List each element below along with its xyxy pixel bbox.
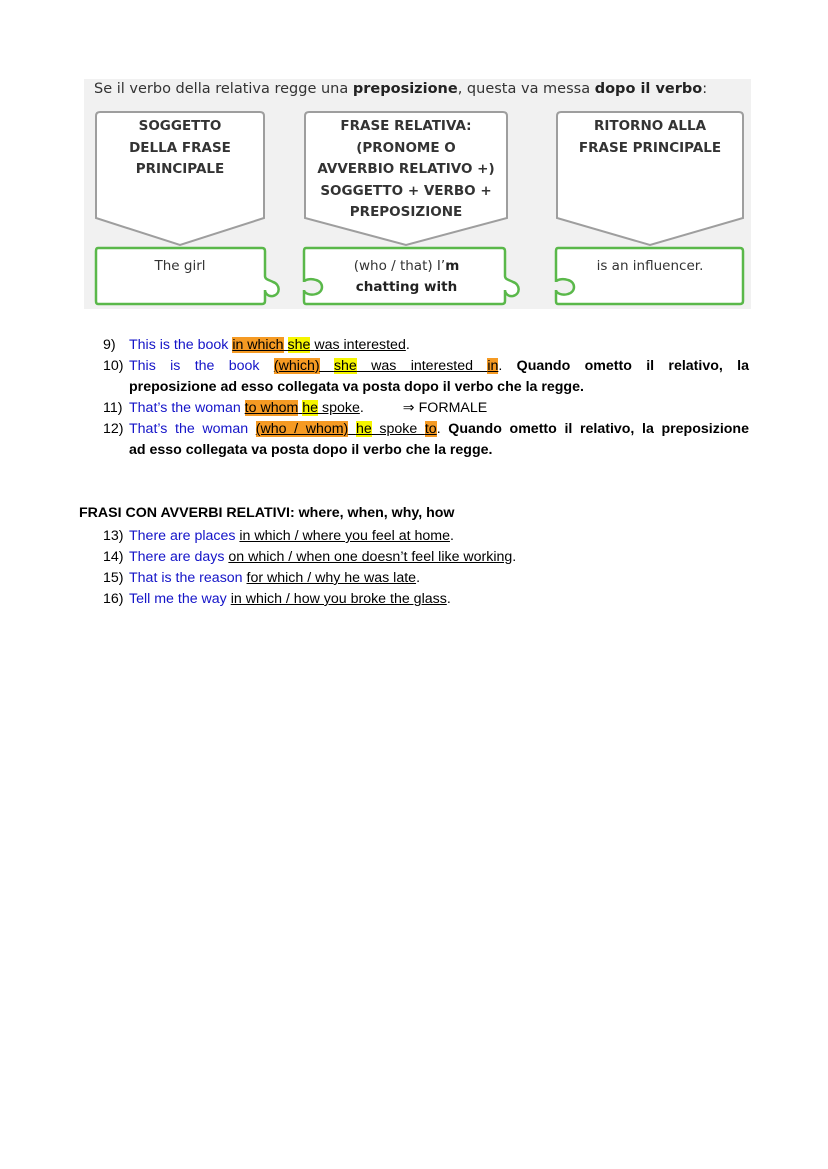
highlight-subject: he bbox=[355, 421, 372, 437]
space bbox=[320, 358, 334, 374]
piece-text-influencer: is an influencer. bbox=[596, 258, 704, 274]
highlight-subject: he bbox=[302, 400, 319, 416]
box-soggetto bbox=[94, 110, 266, 248]
box-ritorno-label: RITORNO ALLA FRASE PRINCIPALE bbox=[578, 118, 722, 156]
underlined-clause: on which / when one doesn’t feel like working bbox=[228, 549, 513, 565]
list-item-12 bbox=[103, 419, 749, 461]
piece-text-part: m bbox=[445, 258, 460, 274]
box-ritorno bbox=[555, 110, 727, 248]
underlined-verb: was interested bbox=[314, 337, 406, 353]
box-frase-relativa bbox=[303, 110, 495, 248]
period: . bbox=[446, 591, 451, 607]
puzzle-piece-subject bbox=[94, 246, 294, 306]
sentence-main: There are places bbox=[129, 528, 240, 544]
title-bold-preposizione: preposizione bbox=[352, 81, 458, 97]
item-number: 9) bbox=[103, 337, 116, 353]
section-title-relative-adverbs: FRASI CON AVVERBI RELATIVI: where, when, why, how bbox=[79, 505, 455, 521]
title-bold-dopo-il-verbo: dopo il verbo bbox=[594, 81, 703, 97]
period: . bbox=[436, 421, 449, 437]
period: . bbox=[512, 549, 517, 565]
box-frase-relativa-label: FRASE RELATIVA: (PRONOME O AVVERBIO RELATIVO +) SOGGETTO + VERBO + PREPOSIZIONE bbox=[317, 118, 495, 220]
sentence-main: This is the book bbox=[129, 337, 233, 353]
period: . bbox=[405, 337, 410, 353]
underlined-clause: in which / where you feel at home bbox=[239, 528, 450, 544]
underlined-verb: was interested bbox=[356, 358, 488, 374]
sentence-main: That’s the woman bbox=[129, 400, 245, 416]
item-number: 12) bbox=[103, 421, 124, 437]
puzzle-piece-relative bbox=[302, 246, 542, 306]
item-10-line-2 bbox=[129, 377, 749, 398]
period: . bbox=[416, 570, 421, 586]
list-item-16 bbox=[103, 589, 749, 610]
sentence-main: There are days bbox=[129, 549, 229, 565]
list-item-9 bbox=[103, 335, 749, 356]
underlined-clause: in which / how you broke the glass bbox=[230, 591, 447, 607]
highlight-relative-pronoun: to whom bbox=[244, 400, 299, 416]
sentence-main: This is the book bbox=[129, 358, 274, 374]
item-number: 10) bbox=[103, 358, 124, 374]
rule-text: Quando ometto il relativo, la preposizione bbox=[448, 421, 749, 437]
puzzle-piece-return bbox=[554, 246, 746, 306]
space bbox=[348, 421, 356, 437]
list-item-14 bbox=[103, 547, 749, 568]
diagram-title bbox=[94, 81, 707, 97]
sentence-main: Tell me the way bbox=[129, 591, 231, 607]
relative-clause-diagram bbox=[84, 79, 751, 309]
sentence-main: That is the reason bbox=[129, 570, 247, 586]
relative-examples-list bbox=[103, 335, 749, 461]
item-number: 14) bbox=[103, 549, 124, 565]
item-number: 11) bbox=[103, 400, 123, 416]
rule-text: ad esso collegata va posta dopo il verbo che la regge. bbox=[129, 442, 493, 458]
highlight-relative-pronoun: in which bbox=[232, 337, 284, 353]
piece-text-relative bbox=[304, 256, 509, 298]
highlight-relative-pronoun: (which) bbox=[273, 358, 320, 374]
rule-text: preposizione ad esso collegata va posta dopo il verbo che la regge. bbox=[129, 379, 584, 395]
list-item-10 bbox=[103, 356, 749, 398]
title-text: Se il verbo della relativa regge una bbox=[94, 81, 353, 97]
formale-note: ⇒ FORMALE bbox=[402, 400, 488, 416]
underlined-verb: spoke bbox=[318, 400, 360, 416]
list-item-13 bbox=[103, 526, 749, 547]
list-item-15 bbox=[103, 568, 749, 589]
space bbox=[284, 337, 288, 353]
piece-text-part: (who / that) I’ bbox=[353, 258, 446, 274]
highlight-preposition: in bbox=[487, 358, 499, 374]
title-text: : bbox=[702, 81, 708, 97]
highlight-subject: she bbox=[333, 358, 357, 374]
period: . bbox=[449, 528, 454, 544]
highlight-preposition: to bbox=[424, 421, 437, 437]
title-text: , questa va messa bbox=[457, 81, 595, 97]
highlight-relative-pronoun: (who / whom) bbox=[255, 421, 349, 437]
piece-text-the-girl: The girl bbox=[154, 258, 206, 274]
highlight-subject: she bbox=[287, 337, 311, 353]
underlined-verb: spoke bbox=[371, 421, 425, 437]
adverb-examples-list bbox=[103, 526, 749, 610]
item-number: 13) bbox=[103, 528, 124, 544]
underlined-clause: for which / why he was late bbox=[246, 570, 417, 586]
item-number: 15) bbox=[103, 570, 124, 586]
item-number: 16) bbox=[103, 591, 124, 607]
box-soggetto-label: SOGGETTO DELLA FRASE PRINCIPALE bbox=[129, 118, 231, 177]
period: . bbox=[498, 358, 517, 374]
period: . bbox=[359, 400, 364, 416]
item-12-line-2 bbox=[129, 440, 749, 461]
list-item-11 bbox=[103, 398, 749, 419]
rule-text: Quando ometto il relativo, la bbox=[516, 358, 749, 374]
item-12-line-1 bbox=[129, 419, 749, 440]
piece-text-chatting-with: chatting with bbox=[355, 279, 458, 295]
item-10-line-1 bbox=[129, 356, 749, 377]
sentence-main: That’s the woman bbox=[129, 421, 256, 437]
